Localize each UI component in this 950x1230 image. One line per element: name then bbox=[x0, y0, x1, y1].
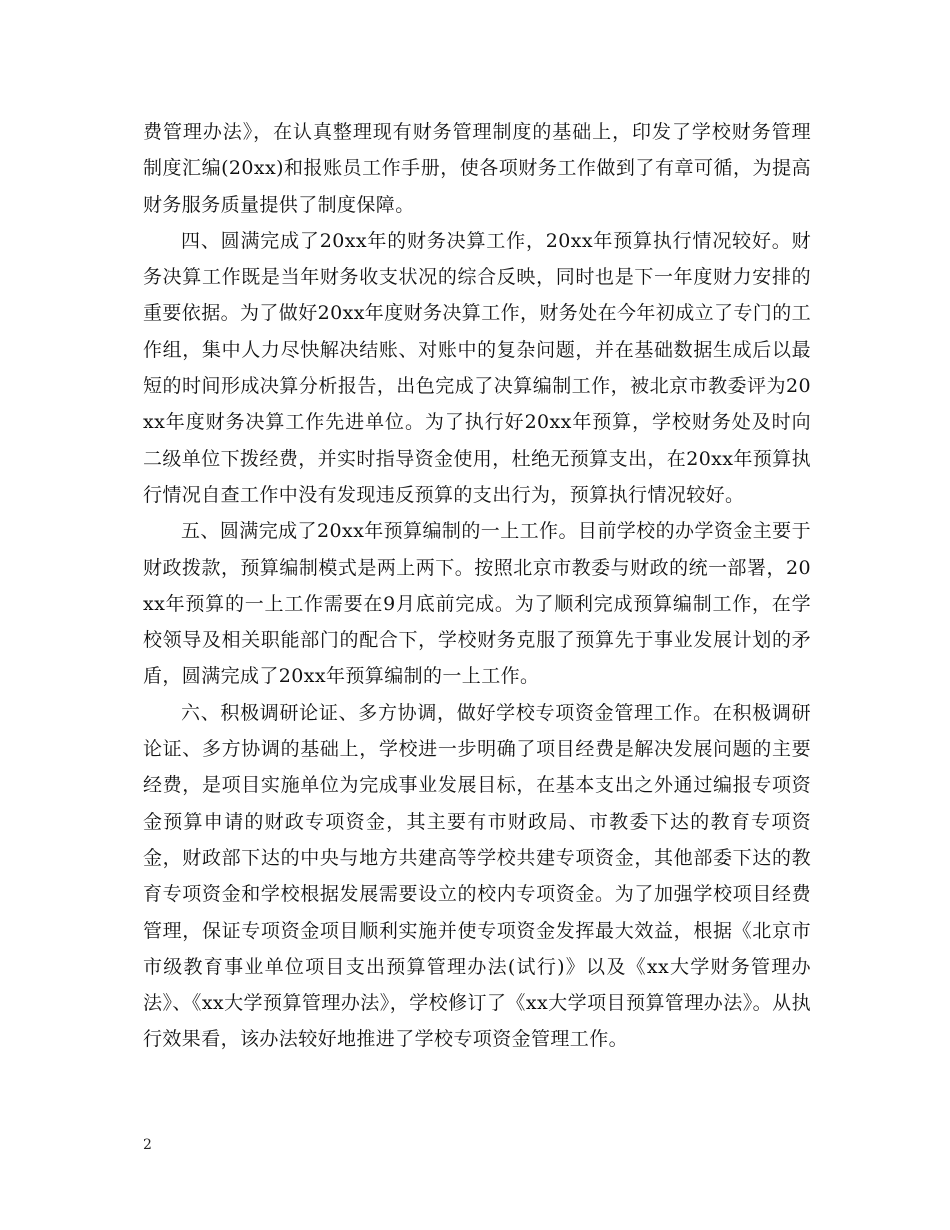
document-body bbox=[143, 114, 811, 1058]
paragraph-section-five: 五、圆满完成了20xx年预算编制的一上工作。目前学校的办学资金主要于财政拨款，预算编制模式是两上两下。按照北京市教委与财政的统一部署，20xx年预算的一上工作需要在9月底前完成。为了顺利完成预算编制工作，在学校领导及相关职能部门的配合下，学校财务克服了预算先于事业发展计划的矛盾，圆满完成了20xx年预算编制的一上工作。 bbox=[143, 520, 811, 688]
page-number: 2 bbox=[143, 1137, 152, 1153]
paragraph-section-four: 四、圆满完成了20xx年的财务决算工作，20xx年预算执行情况较好。财务决算工作既是当年财务收支状况的综合反映，同时也是下一年度财力安排的重要依据。为了做好20xx年度财务决算工作，财务处在今年初成立了专门的工作组，集中人力尽快解决结账、对账中的复杂问题，并在基础数据生成后以最短的时间形成决算分析报告，出色完成了决算编制工作，被北京市教委评为20xx年度财务决算工作先进单位。为了执行好20xx年预算，学校财务处及时向二级单位下拨经费，并实时指导资金使用，杜绝无预算支出，在20xx年预算执行情况自查工作中没有发现违反预算的支出行为，预算执行情况较好。 bbox=[143, 229, 812, 506]
paragraph-section-six: 六、积极调研论证、多方协调，做好学校专项资金管理工作。在积极调研论证、多方协调的基础上，学校进一步明确了项目经费是解决发展问题的主要经费，是项目实施单位为完成事业发展目标，在基本支出之外通过编报专项资金预算申请的财政专项资金，其主要有市财政局、市教委下达的教育专项资金，财政部下达的中央与地方共建高等学校共建专项资金，其他部委下达的教育专项资金和学校根据发展需要设立的校内专项资金。为了加强学校项目经费管理，保证专项资金项目顺利实施并使专项资金发挥最大效益，根据《北京市市级教育事业单位项目支出预算管理办法(试行)》以及《xx大学财务管理办法》、《xx大学预算管理办法》，学校修订了《xx大学项目预算管理办法》。从执行效果看，该办法较好地推进了学校专项资金管理工作。 bbox=[143, 701, 811, 1051]
paragraph-continuation: 费管理办法》，在认真整理现有财务管理制度的基础上，印发了学校财务管理制度汇编(20xx)和报账员工作手册，使各项财务工作做到了有章可循，为提高财务服务质量提供了制度保障。 bbox=[143, 121, 811, 216]
